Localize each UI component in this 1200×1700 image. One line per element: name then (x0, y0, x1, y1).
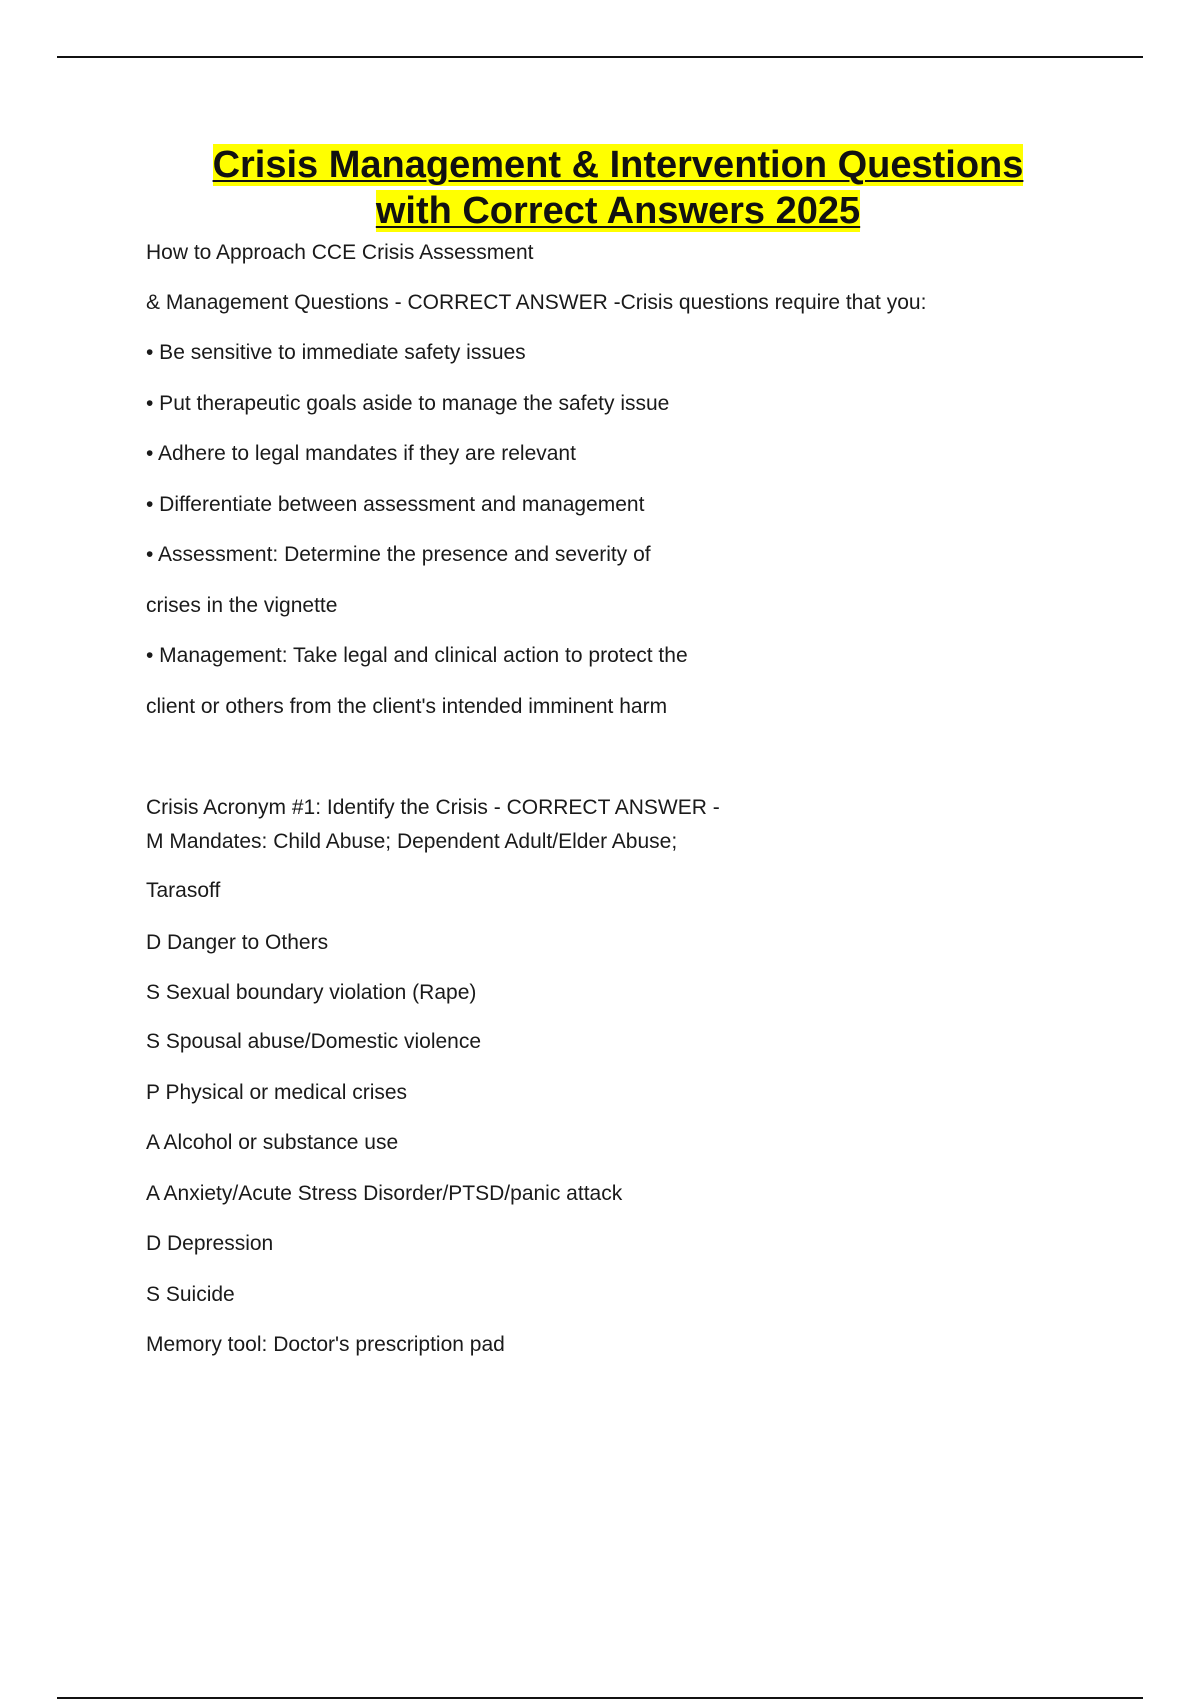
top-rule (57, 56, 1143, 58)
acronym-item: S Spousal abuse/Domestic violence (146, 1030, 482, 1053)
title-line-1: Crisis Management & Intervention Questions (212, 144, 1024, 186)
title-line-2: with Correct Answers 2025 (375, 190, 861, 232)
acronym-item: P Physical or medical crises (146, 1081, 408, 1104)
acronym-item: D Danger to Others (146, 931, 329, 954)
bottom-rule (57, 1697, 1143, 1699)
acronym-item: D Depression (146, 1232, 274, 1255)
question-1-answer-intro: & Management Questions - CORRECT ANSWER -Crisis questions require that you: (146, 291, 927, 314)
question-1-line-1: How to Approach CCE Crisis Assessment (146, 241, 534, 264)
acronym-item: A Alcohol or substance use (146, 1131, 399, 1154)
acronym-item: M Mandates: Child Abuse; Dependent Adult/Elder Abuse; (146, 830, 678, 853)
answer-bullet-continuation: client or others from the client's intended imminent harm (146, 695, 668, 718)
answer-bullet-continuation: crises in the vignette (146, 594, 338, 617)
page-title (100, 142, 1136, 234)
answer-bullet: • Adhere to legal mandates if they are relevant (146, 442, 576, 465)
acronym-item: S Suicide (146, 1283, 235, 1306)
answer-bullet: • Be sensitive to immediate safety issues (146, 341, 526, 364)
acronym-item-continuation: Tarasoff (146, 879, 221, 902)
acronym-item: S Sexual boundary violation (Rape) (146, 981, 477, 1004)
answer-bullet: • Put therapeutic goals aside to manage the safety issue (146, 392, 670, 415)
answer-bullet: • Assessment: Determine the presence and severity of (146, 543, 651, 566)
memory-tool-note: Memory tool: Doctor's prescription pad (146, 1333, 505, 1356)
acronym-item: A Anxiety/Acute Stress Disorder/PTSD/panic attack (146, 1182, 623, 1205)
answer-bullet: • Differentiate between assessment and management (146, 493, 645, 516)
question-2-line-1: Crisis Acronym #1: Identify the Crisis - CORRECT ANSWER - (146, 796, 720, 819)
answer-bullet: • Management: Take legal and clinical action to protect the (146, 644, 688, 667)
